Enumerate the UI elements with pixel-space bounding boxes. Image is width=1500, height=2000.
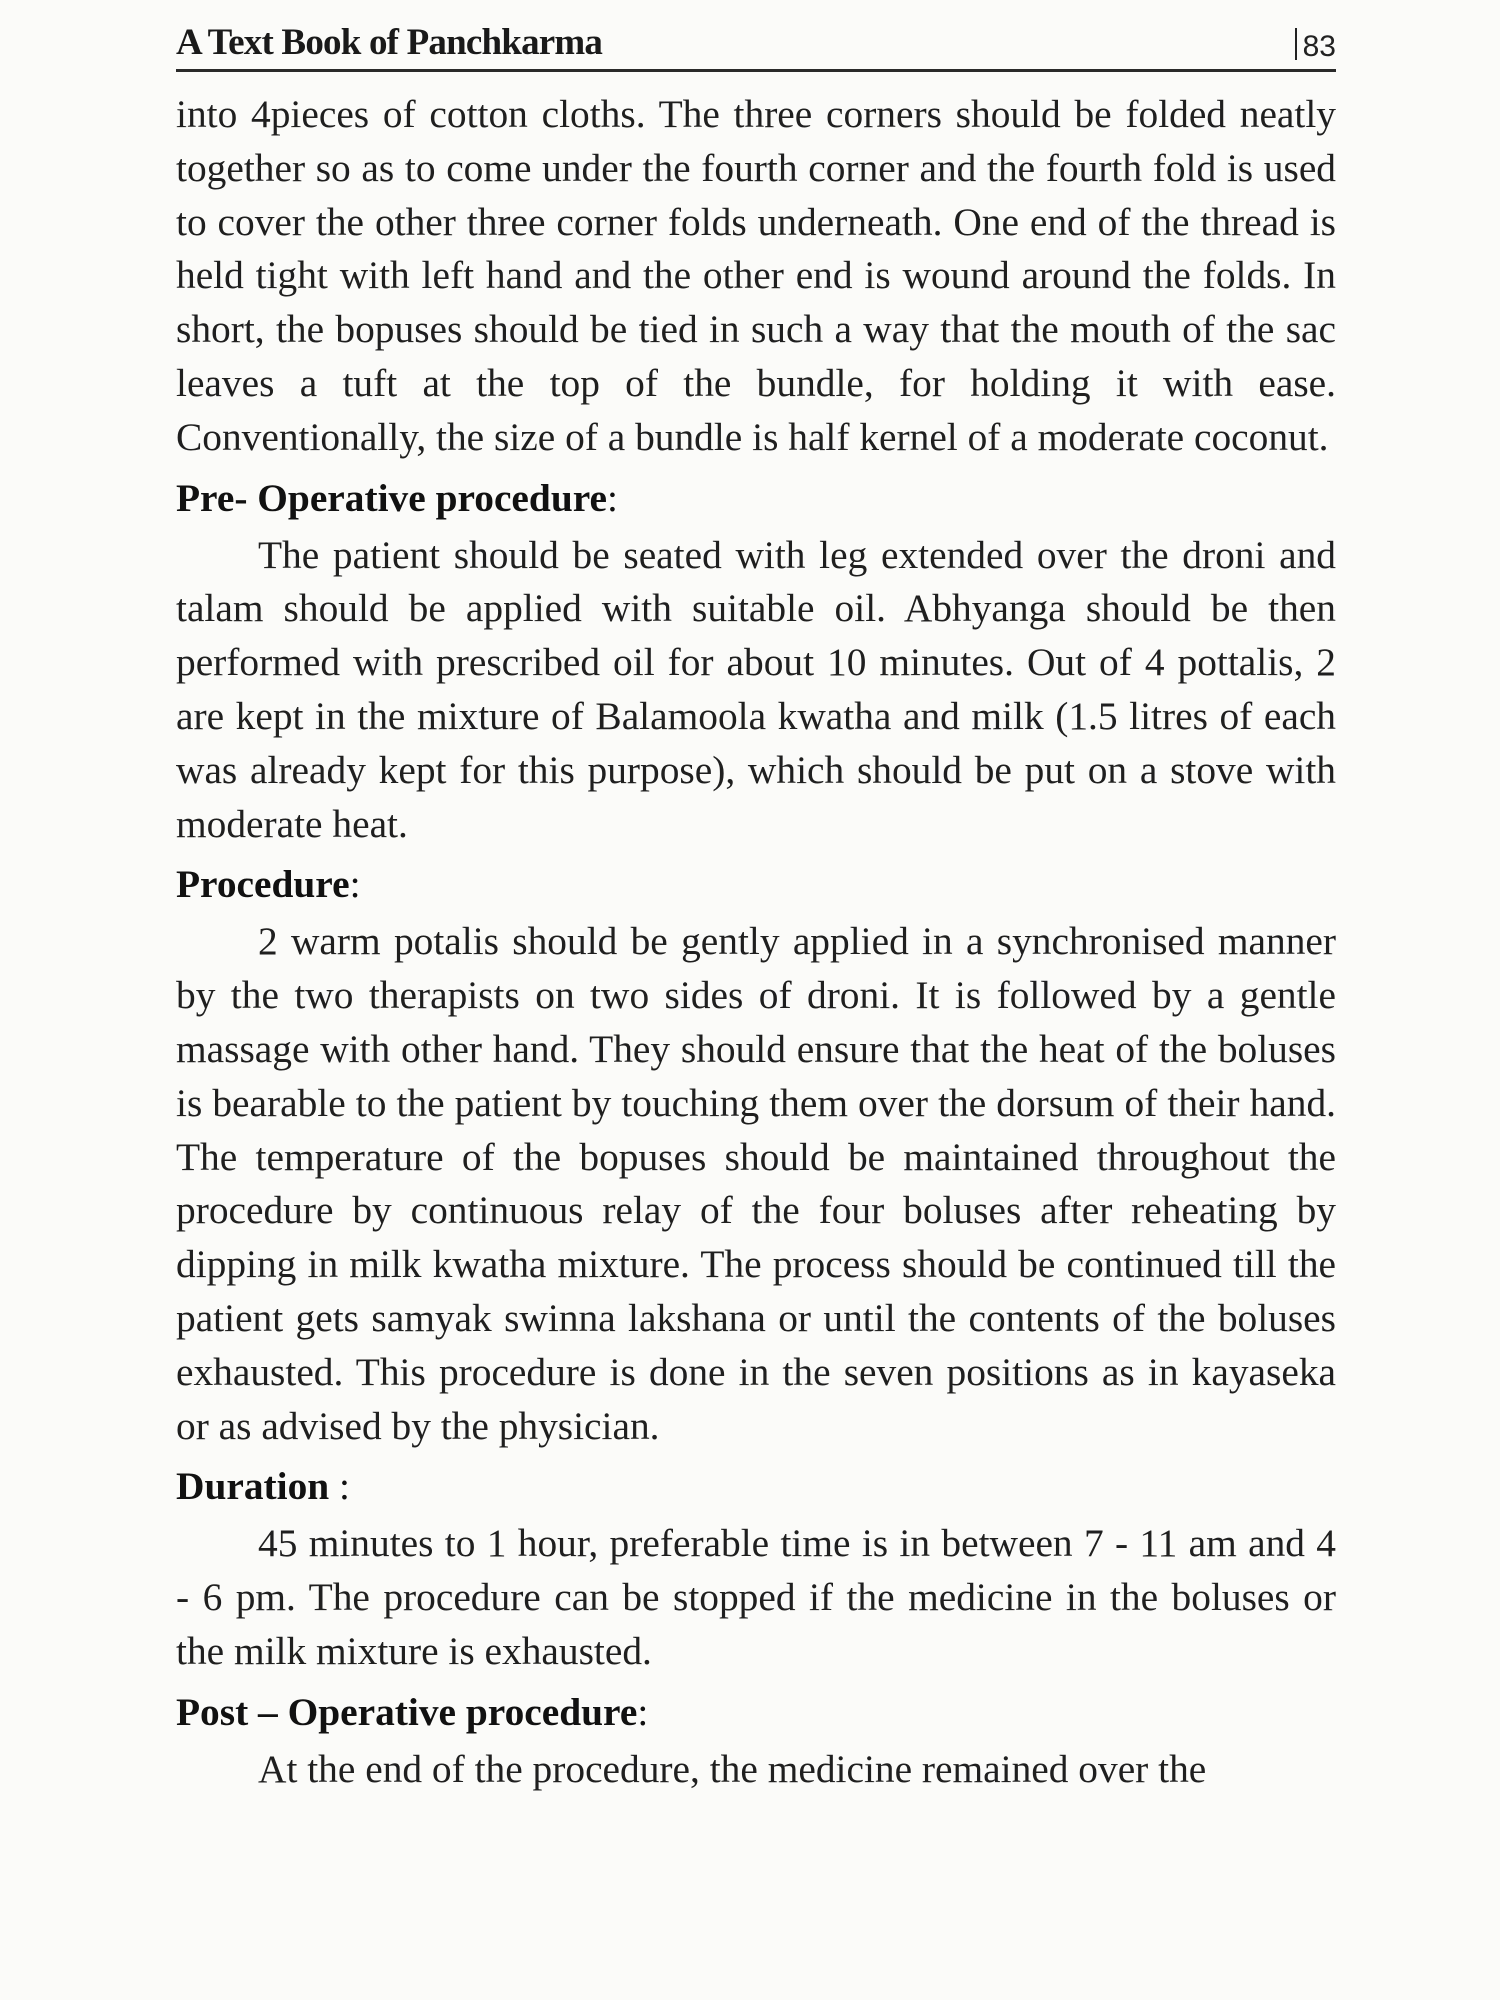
duration-heading-text: Duration [176, 1464, 330, 1509]
post-operative-paragraph: At the end of the procedure, the medicine remained over the [258, 1746, 1207, 1791]
duration-heading [176, 1461, 1336, 1511]
page-number [1295, 28, 1336, 64]
header-rule [176, 69, 1336, 72]
procedure-heading-colon: : [349, 862, 361, 907]
procedure-heading [176, 859, 1336, 909]
intro-paragraph: into 4pieces of cotton cloths. The three corners should be folded neatly together so as to come under the fourth corner and the fourth fold is used to cover the other three corner folds underneath. One end of the thread is held tight with left hand and the other end is wound around the folds. In short, the bopuses should be tied in such a way that the mouth of the sac leaves a tuft at the top of the bundle, for holding it with ease. Conventionally, the size of a bundle is half kernel of a moderate coconut. [176, 92, 1336, 459]
procedure-heading-text: Procedure [176, 862, 350, 907]
pre-operative-heading-text: Pre- Operative procedure [176, 475, 607, 520]
pre-operative-heading-colon: : [607, 475, 618, 520]
page-body [176, 88, 1336, 1797]
duration-heading-colon: : [329, 1464, 350, 1509]
book-title: A Text Book of Panchkarma [176, 22, 603, 63]
pre-operative-heading [176, 473, 1336, 523]
page-number-text: 83 [1302, 30, 1336, 63]
post-operative-heading-text: Post – Operative procedure [176, 1689, 638, 1734]
running-header [176, 22, 1336, 72]
duration-paragraph: 45 minutes to 1 hour, preferable time is in between 7 - 11 am and 4 - 6 pm. The procedure can be stopped if the medicine in the boluses or the milk mixture is exhausted. [176, 1521, 1336, 1673]
post-operative-heading-colon: : [637, 1689, 649, 1734]
procedure-paragraph: 2 warm potalis should be gently applied in a synchronised manner by the two therapists on two sides of droni. It is followed by a gentle massage with other hand. They should ensure that the heat of the boluses is bearable to the patient by touching them over the dorsum of their hand. The temperature of the bopuses should be maintained throughout the procedure by continuous relay of the four boluses after reheating by dipping in milk kwatha mixture. The process should be continued till the patient gets samyak swinna lakshana or until the contents of the boluses exhausted. This procedure is done in the seven positions as in kayaseka or as advised by the physician. [176, 919, 1336, 1448]
post-operative-heading [176, 1687, 1336, 1737]
page-number-divider [1295, 28, 1297, 60]
pre-operative-paragraph: The patient should be seated with leg extended over the droni and talam should be applied with suitable oil. Abhyanga should be then performed with prescribed oil for about 10 minutes. Out of 4 pottalis, 2 are kept in the mixture of Balamoola kwatha and milk (1.5 litres of each was already kept for this purpose), which should be put on a stove with moderate heat. [176, 532, 1336, 846]
